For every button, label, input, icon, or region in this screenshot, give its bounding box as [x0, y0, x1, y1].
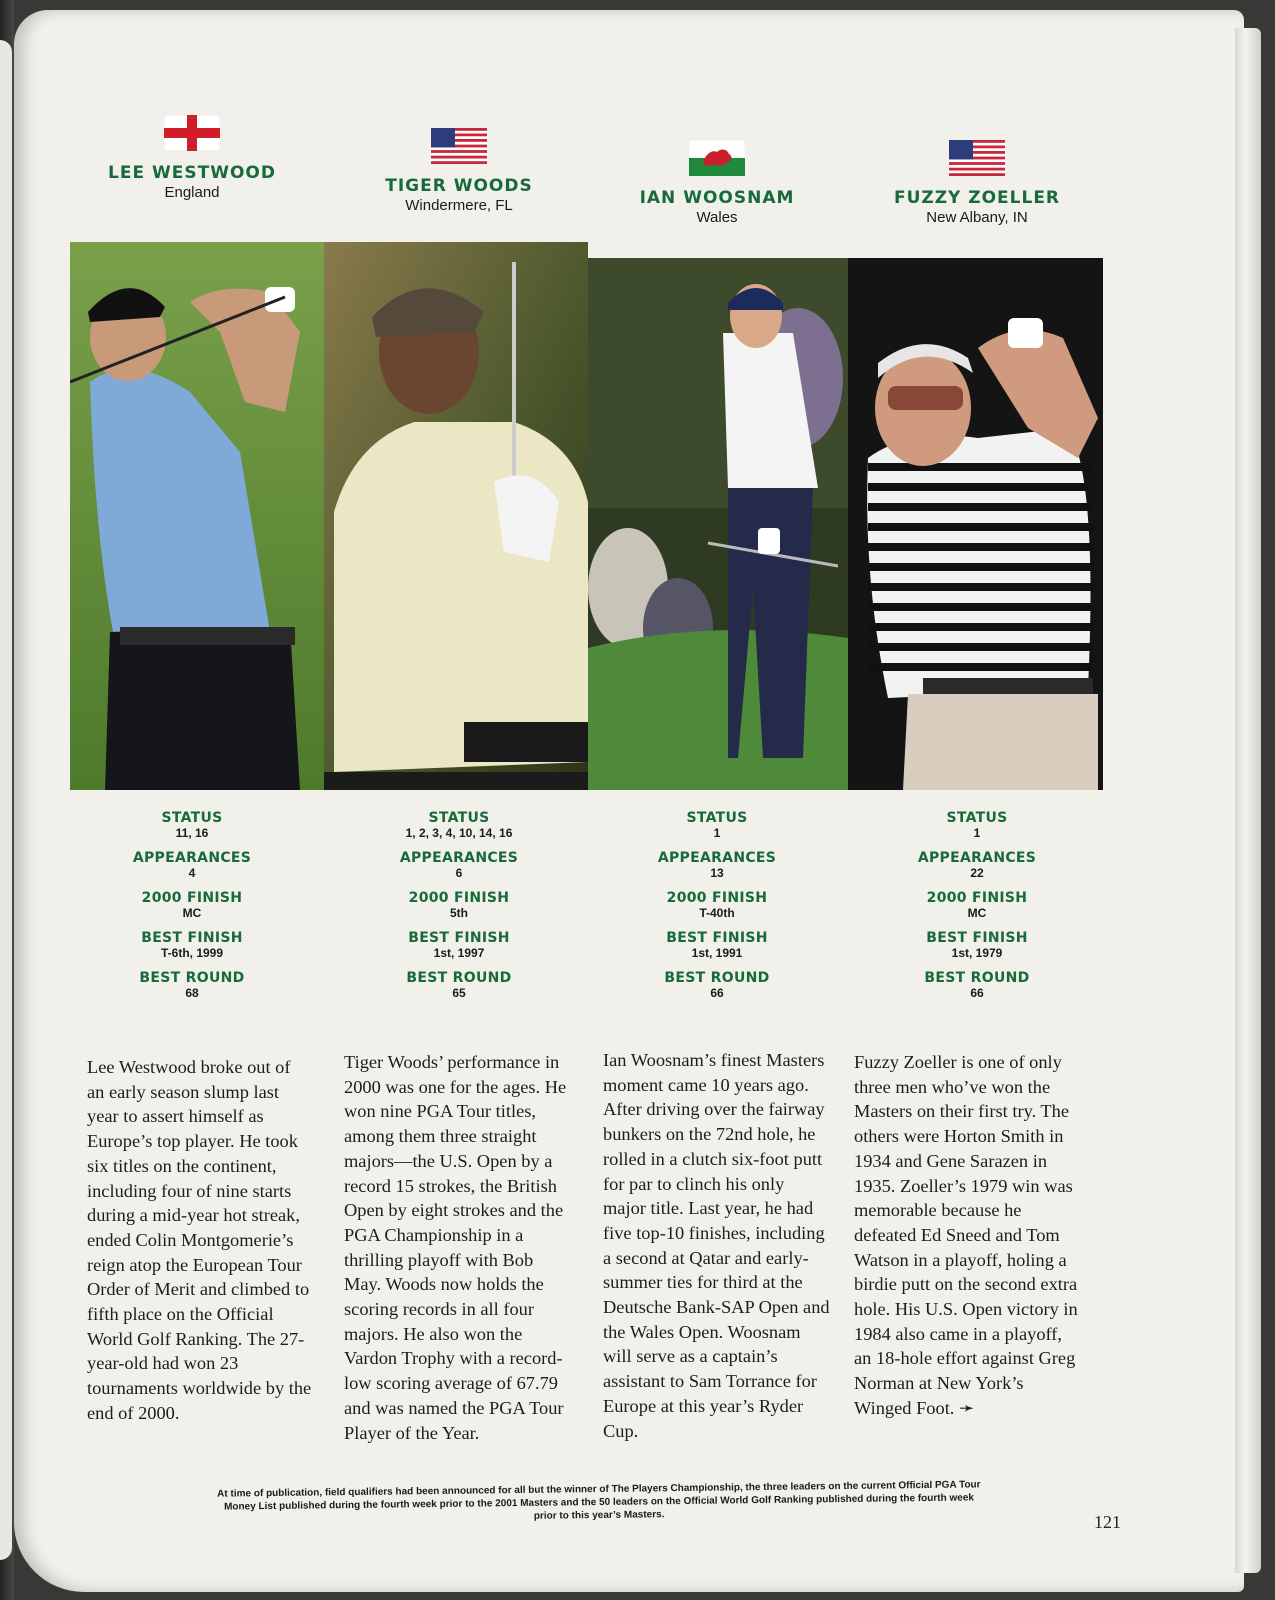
stat-appearances: APPEARANCES 22 [917, 850, 1037, 880]
stat-2000-finish: 2000 FINISH MC [141, 890, 243, 920]
stat-appearances: APPEARANCES 13 [657, 850, 777, 880]
player-name: FUZZY ZOELLER [893, 188, 1061, 208]
stat-2000-finish: 2000 FINISH T-40th [666, 890, 768, 920]
usa-flag-icon [431, 128, 487, 164]
bio-westwood: Lee Westwood broke out of an early season slump last year to assert himself as Europe’s top player. He took six titles on the continent, including four of nine starts during a mid-year hot streak, ended Colin Montgomerie’s reign atop the European Tour Order of Merit and climbed to fifth place on the Official World Golf Ranking. The 27-year-old had won 23 tournaments worldwide by the end of 2000. [87, 1057, 312, 1423]
stats-westwood [72, 810, 312, 1012]
photo-zoeller [848, 258, 1103, 790]
usa-flag-icon [949, 140, 1005, 176]
photo-westwood [70, 242, 324, 790]
photo-woods [324, 242, 588, 790]
stat-status: STATUS 1 [686, 810, 748, 840]
page-number: 121 [1094, 1512, 1121, 1532]
stats-zoeller [857, 810, 1097, 1012]
stat-best-finish: BEST FINISH T-6th, 1999 [141, 930, 243, 960]
stat-best-round: BEST ROUND 65 [406, 970, 512, 1000]
stat-status: STATUS 11, 16 [161, 810, 223, 840]
page-stack-edge [1235, 28, 1261, 1573]
stat-best-finish: BEST FINISH 1st, 1997 [408, 930, 510, 960]
stat-appearances: APPEARANCES 4 [132, 850, 252, 880]
player-name: IAN WOOSNAM [639, 188, 795, 208]
stat-status: STATUS 1, 2, 3, 4, 10, 14, 16 [405, 810, 513, 840]
player-location: Wales [696, 209, 738, 226]
bio-woods: Tiger Woods’ performance in 2000 was one for the ages. He won nine PGA Tour titles, among them three straight majors—the U.S. Open by a record 15 strokes, the British Open by eight strokes and the PGA Championship in a thrilling playoff with Bob May. Woods now holds the scoring records in all four majors. He also won the Vardon Trophy with a record-low scoring average of 67.79 and was named the PGA Tour Player of the Year. [344, 1052, 567, 1443]
player-name: TIGER WOODS [385, 176, 533, 196]
stats-woosnam [597, 810, 837, 1012]
stat-best-finish: BEST FINISH 1st, 1991 [666, 930, 768, 960]
player-location: England [164, 184, 220, 201]
player-name: LEE WESTWOOD [108, 163, 276, 183]
wales-flag-icon [689, 140, 745, 176]
footnote: At time of publication, field qualifiers had been announced for all but the winner of The Players Championship, the three leaders on the current Official PGA Tour Money List published during the fourth week prior to the 2001 Masters and the 50 leaders on the Official World Golf Ranking published during the fourth week prior to this year’s Masters. [217, 1479, 981, 1522]
player-header-woosnam [597, 140, 837, 226]
stat-best-round: BEST ROUND 66 [664, 970, 770, 1000]
stat-best-round: BEST ROUND 68 [139, 970, 245, 1000]
stat-2000-finish: 2000 FINISH 5th [408, 890, 510, 920]
magazine-page [14, 10, 1244, 1592]
bio-woosnam: Ian Woosnam’s finest Masters moment came 10 years ago. After driving over the fairway bunkers on the 72nd hole, he rolled in a clutch six-foot putt for par to clinch his only major title. Last year, he had five top-10 finishes, including a second at Qatar and early-summer ties for third at the Deutsche Bank-SAP Open and the Wales Open. Woosnam will serve as a captain’s assistant to Sam Torrance for Europe at this year’s Ryder Cup. [603, 1050, 830, 1441]
stat-appearances: APPEARANCES 6 [399, 850, 519, 880]
stat-2000-finish: 2000 FINISH MC [926, 890, 1028, 920]
facing-page-edge [0, 40, 12, 1560]
england-flag-icon [164, 115, 220, 151]
player-location: New Albany, IN [926, 209, 1028, 226]
photo-woosnam [588, 258, 848, 790]
player-header-zoeller [857, 140, 1097, 226]
player-header-woods [339, 128, 579, 214]
stat-best-round: BEST ROUND 66 [924, 970, 1030, 1000]
player-header-westwood [72, 115, 312, 201]
stats-woods [339, 810, 579, 1012]
stat-best-finish: BEST FINISH 1st, 1979 [926, 930, 1028, 960]
bio-zoeller: Fuzzy Zoeller is one of only three men who’ve won the Masters on their first try. The others were Horton Smith in 1934 and Gene Sarazen in 1935. Zoeller’s 1979 win was memorable because he defeated Ed Sneed and Tom Watson in a playoff, holing a birdie putt on the second extra hole. His U.S. Open victory in 1984 also came in a playoff, an 18-hole effort against Greg Norman at New York’s Winged Foot. ➛ [854, 1052, 1078, 1418]
player-location: Windermere, FL [405, 197, 513, 214]
stat-status: STATUS 1 [946, 810, 1008, 840]
